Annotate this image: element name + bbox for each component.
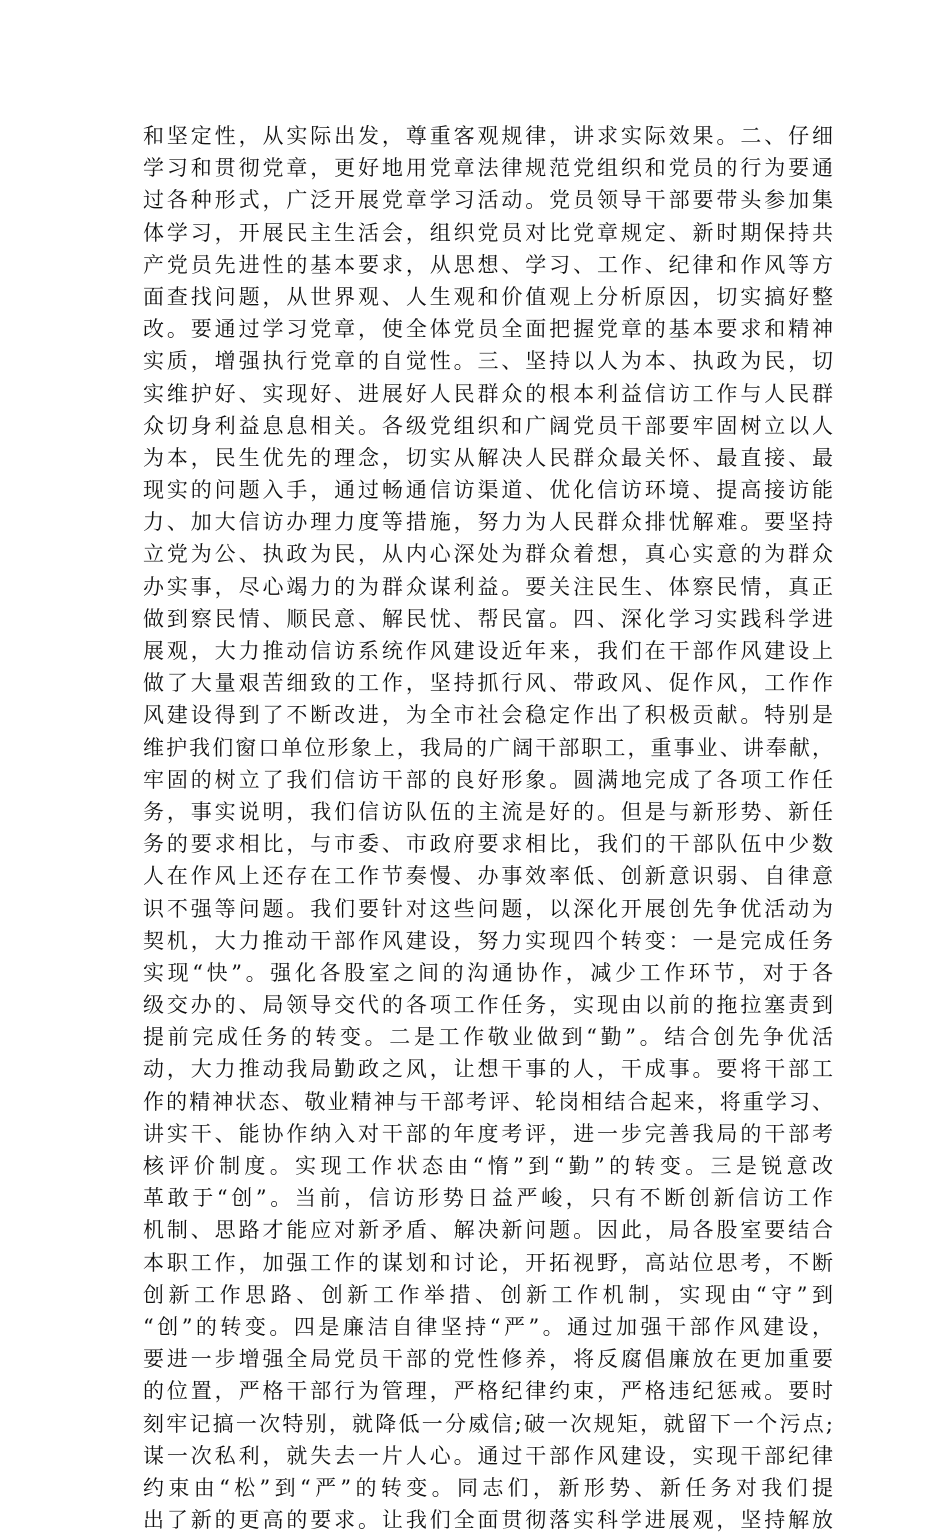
text-line: 体学习，开展民主生活会，组织党员对比党章规定、新时期保持共 xyxy=(143,220,833,245)
text-line: 务，事实说明，我们信访队伍的主流是好的。但是与新形势、新任 xyxy=(143,799,833,824)
text-line: 务的要求相比，与市委、市政府要求相比，我们的干部队伍中少数 xyxy=(143,832,833,857)
text-line: 过各种形式，广泛开展党章学习活动。党员领导干部要带头参加集 xyxy=(143,188,833,213)
text-line: 人在作风上还存在工作节奏慢、办事效率低、创新意识弱、自律意 xyxy=(143,864,833,889)
text-line: 的位置，严格干部行为管理，严格纪律约束，严格违纪惩戒。要时 xyxy=(143,1379,833,1404)
text-line: 核评价制度。实现工作状态由“惰”到“勤”的转变。三是锐意改 xyxy=(143,1154,833,1178)
text-line: 实维护好、实现好、进展好人民群众的根本利益信访工作与人民群 xyxy=(143,381,833,406)
text-line: 契机，大力推动干部作风建设，努力实现四个转变：一是完成任务 xyxy=(143,928,833,953)
text-line: 维护我们窗口单位形象上，我局的广阔干部职工，重事业、讲奉献， xyxy=(143,735,833,760)
text-line: 现实的问题入手，通过畅通信访渠道、优化信访环境、提高接访能 xyxy=(143,478,833,503)
text-line: 力、加大信访办理力度等措施，努力为人民群众排忧解难。要坚持 xyxy=(143,510,833,535)
text-line: 众切身利益息息相关。各级党组织和广阔党员干部要牢固树立以人 xyxy=(143,413,833,438)
text-line: 实现“快”。强化各股室之间的沟通协作，减少工作环节，对于各 xyxy=(143,960,833,985)
text-line: 办实事，尽心竭力的为群众谋利益。要关注民生、体察民情，真正 xyxy=(143,574,833,599)
text-line: 和坚定性，从实际出发，尊重客观规律，讲求实际效果。二、仔细 xyxy=(143,124,833,148)
text-line: 改。要通过学习党章，使全体党员全面把握党章的基本要求和精神 xyxy=(143,317,833,342)
text-line: 做了大量艰苦细致的工作，坚持抓行风、带政风、促作风，工作作 xyxy=(143,671,833,696)
text-line: 作的精神状态、敬业精神与干部考评、轮岗相结合起来，将重学习、 xyxy=(143,1089,833,1114)
body-text xyxy=(143,120,833,1536)
text-line: 做到察民情、顺民意、解民忧、帮民富。四、深化学习实践科学进 xyxy=(143,606,833,631)
text-line: 级交办的、局领导交代的各项工作任务，实现由以前的拖拉塞责到 xyxy=(143,993,833,1018)
text-line: “创”的转变。四是廉洁自律坚持“严”。通过加强干部作风建设， xyxy=(143,1314,833,1339)
text-line: 要进一步增强全局党员干部的党性修养，将反腐倡廉放在更加重要 xyxy=(143,1347,833,1372)
text-line: 立党为公、执政为民，从内心深处为群众着想，真心实意的为群众 xyxy=(143,542,833,567)
text-line: 谋一次私利，就失去一片人心。通过干部作风建设，实现干部纪律 xyxy=(143,1443,833,1468)
text-line: 出了新的更高的要求。让我们全面贯彻落实科学进展观，坚持解放 xyxy=(143,1508,833,1533)
text-line: 牢固的树立了我们信访干部的良好形象。圆满地完成了各项工作任 xyxy=(143,767,833,792)
text-line: 风建设得到了不断改进，为全市社会稳定作出了积极贡献。特别是 xyxy=(143,703,833,728)
text-line: 动，大力推动我局勤政之风，让想干事的人，干成事。要将干部工 xyxy=(143,1057,833,1082)
text-line: 实质，增强执行党章的自觉性。三、坚持以人为本、执政为民，切 xyxy=(143,349,833,374)
text-line: 面查找问题，从世界观、人生观和价值观上分析原因，切实搞好整 xyxy=(143,284,833,309)
text-line: 提前完成任务的转变。二是工作敬业做到“勤”。结合创先争优活 xyxy=(143,1025,833,1050)
text-line: 展观，大力推动信访系统作风建设近年来，我们在干部作风建设上 xyxy=(143,639,833,663)
text-line: 讲实干、能协作纳入对干部的年度考评，进一步完善我局的干部考 xyxy=(143,1121,833,1146)
text-line: 产党员先进性的基本要求，从思想、学习、工作、纪律和作风等方 xyxy=(143,252,833,277)
text-line: 学习和贯彻党章，更好地用党章法律规范党组织和党员的行为要通 xyxy=(143,156,833,181)
text-line: 本职工作，加强工作的谋划和讨论，开拓视野，高站位思考，不断 xyxy=(143,1250,833,1275)
text-line: 刻牢记搞一次特别，就降低一分威信;破一次规矩，就留下一个污点; xyxy=(143,1411,833,1436)
text-line: 为本，民生优先的理念，切实从解决人民群众最关怀、最直接、最 xyxy=(143,445,833,470)
text-line: 约束由“松”到“严”的转变。同志们，新形势、新任务对我们提 xyxy=(143,1475,833,1500)
text-line: 革敢于“创”。当前，信访形势日益严峻，只有不断创新信访工作 xyxy=(143,1186,833,1211)
text-line: 识不强等问题。我们要针对这些问题，以深化开展创先争优活动为 xyxy=(143,896,833,921)
text-line: 创新工作思路、创新工作举措、创新工作机制，实现由“守”到 xyxy=(143,1282,833,1307)
text-line: 机制、思路才能应对新矛盾、解决新问题。因此，局各股室要结合 xyxy=(143,1218,833,1243)
